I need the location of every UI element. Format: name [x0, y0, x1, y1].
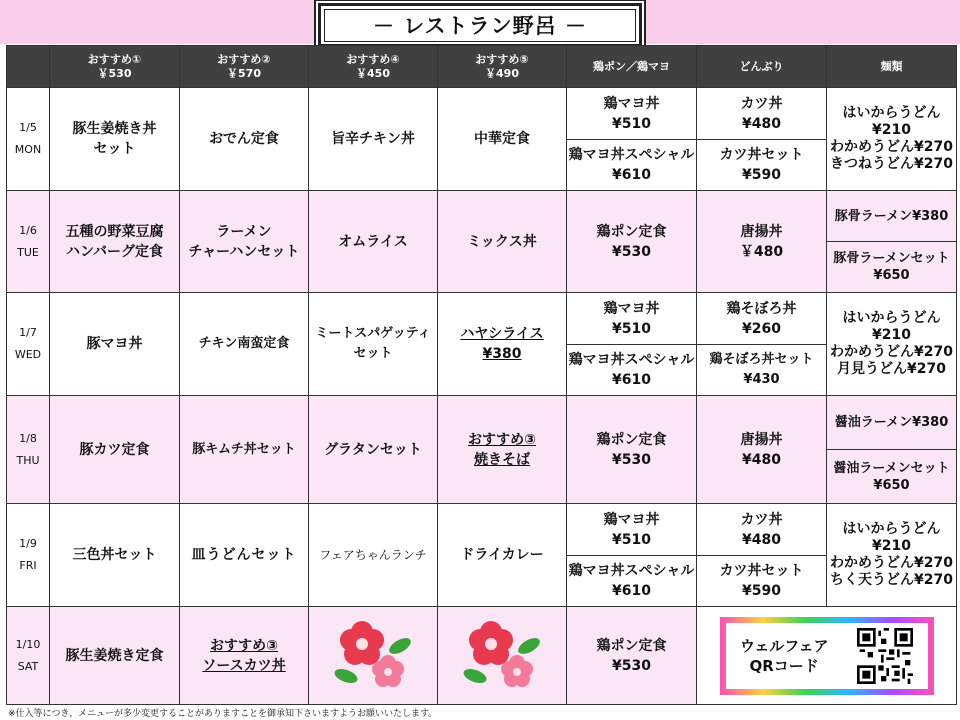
date-cell: 1/9 FRI	[7, 504, 50, 607]
noodle-dish: はいからうどん¥210 わかめうどん¥270 月見うどん¥270	[827, 293, 957, 396]
chicken-dish: 鶏マヨ丼 ¥510	[567, 88, 697, 140]
date-cell: 1/10 SAT	[7, 607, 50, 705]
donburi-dish: 鶏そぼろ丼セット ¥430	[697, 345, 827, 396]
recommend-1-dish: 五種の野菜豆腐 ハンバーグ定食	[50, 191, 180, 293]
donburi-dish: 唐揚丼 ¥480	[697, 396, 827, 504]
recommend-1-dish: 豚カツ定食	[50, 396, 180, 504]
header-recommend-1: おすすめ① ￥530	[50, 46, 180, 88]
recommend-2-dish: チキン南蛮定食	[180, 293, 309, 396]
chicken-dish: 鶏マヨ丼 ¥510	[567, 504, 697, 556]
donburi-dish: カツ丼 ¥480	[697, 88, 827, 140]
day-row-fri	[7, 504, 957, 556]
chicken-dish: 鶏マヨ丼 ¥510	[567, 293, 697, 345]
day-row-thu	[7, 396, 957, 450]
noodle-dish: はいからうどん¥210 わかめうどん¥270 きつねうどん¥270	[827, 88, 957, 191]
recommend-5-dish: ハヤシライス ¥380	[438, 293, 567, 396]
footnote: ※仕入等につき、メニューが多少変更することがありますことを御承知下さいますようお願いいたします。	[8, 709, 438, 719]
chicken-dish: 鶏マヨ丼スペシャル ¥610	[567, 345, 697, 396]
donburi-dish: カツ丼 ¥480	[697, 504, 827, 556]
header-donburi: どんぶり	[697, 46, 827, 88]
date-cell: 1/7 WED	[7, 293, 50, 396]
restaurant-title: － レストラン野呂 －	[324, 9, 636, 42]
day-row-tue	[7, 191, 957, 242]
header-row	[7, 46, 957, 88]
weekly-menu-table	[6, 45, 957, 705]
noodle-dish: 醤油ラーメンセット ¥650	[827, 450, 957, 504]
date-cell: 1/5 MON	[7, 88, 50, 191]
recommend-4-dish: ミートスパゲッティ セット	[309, 293, 438, 396]
recommend-2-dish: 皿うどんセット	[180, 504, 309, 607]
flower-decoration	[309, 607, 438, 705]
recommend-4-dish: グラタンセット	[309, 396, 438, 504]
chicken-dish: 鶏ポン定食 ¥530	[567, 607, 697, 705]
day-row-mon	[7, 88, 957, 140]
recommend-2-dish: おすすめ③ ソースカツ丼	[180, 607, 309, 705]
recommend-1-dish: 豚生姜焼き定食	[50, 607, 180, 705]
noodle-dish: はいからうどん¥210 わかめうどん¥270 ちく天うどん¥270	[827, 504, 957, 607]
recommend-4-dish: オムライス	[309, 191, 438, 293]
recommend-1-dish: 三色丼セット	[50, 504, 180, 607]
date-cell: 1/6 TUE	[7, 191, 50, 293]
day-row-wed	[7, 293, 957, 345]
day-row-sat	[7, 607, 957, 705]
date-cell: 1/8 THU	[7, 396, 50, 504]
recommend-5-dish: 中華定食	[438, 88, 567, 191]
donburi-dish: カツ丼セット ¥590	[697, 556, 827, 607]
donburi-dish: 唐揚丼 ￥480	[697, 191, 827, 293]
recommend-4-dish: 旨辛チキン丼	[309, 88, 438, 191]
header-noodles: 麺類	[827, 46, 957, 88]
chicken-dish: 鶏ポン定食 ¥530	[567, 191, 697, 293]
recommend-2-dish: ラーメン チャーハンセット	[180, 191, 309, 293]
recommend-2-dish: 豚キムチ丼セット	[180, 396, 309, 504]
qr-label: ウェルフェア QRコード	[739, 636, 829, 675]
chicken-dish: 鶏マヨ丼スペシャル ¥610	[567, 140, 697, 191]
header-date	[7, 46, 50, 88]
header-recommend-5: おすすめ⑤ ￥490	[438, 46, 567, 88]
header-recommend-2: おすすめ② ￥570	[180, 46, 309, 88]
recommend-1-dish: 豚マヨ丼	[50, 293, 180, 396]
qr-code-panel[interactable]	[697, 607, 957, 705]
camellia-flower-icon	[330, 616, 416, 696]
recommend-5-dish: ミックス丼	[438, 191, 567, 293]
flower-decoration	[438, 607, 567, 705]
noodle-dish: 豚骨ラーメンセット ¥650	[827, 242, 957, 293]
donburi-dish: カツ丼セット ¥590	[697, 140, 827, 191]
chicken-dish: 鶏ポン定食 ¥530	[567, 396, 697, 504]
header-recommend-4: おすすめ④ ￥450	[309, 46, 438, 88]
camellia-flower-icon	[459, 616, 545, 696]
chicken-dish: 鶏マヨ丼スペシャル ¥610	[567, 556, 697, 607]
recommend-1-dish: 豚生姜焼き丼 セット	[50, 88, 180, 191]
donburi-dish: 鶏そぼろ丼 ¥260	[697, 293, 827, 345]
noodle-dish: 豚骨ラーメン¥380	[827, 191, 957, 242]
noodle-dish: 醤油ラーメン¥380	[827, 396, 957, 450]
recommend-5-dish: おすすめ③ 焼きそば	[438, 396, 567, 504]
recommend-4-dish: フェアちゃんランチ	[309, 504, 438, 607]
recommend-2-dish: おでん定食	[180, 88, 309, 191]
recommend-5-dish: ドライカレー	[438, 504, 567, 607]
title-frame	[318, 3, 642, 47]
qr-code-icon[interactable]	[857, 628, 913, 684]
header-chicken: 鶏ポン／鶏マヨ	[567, 46, 697, 88]
qr-rainbow-frame	[720, 617, 934, 695]
